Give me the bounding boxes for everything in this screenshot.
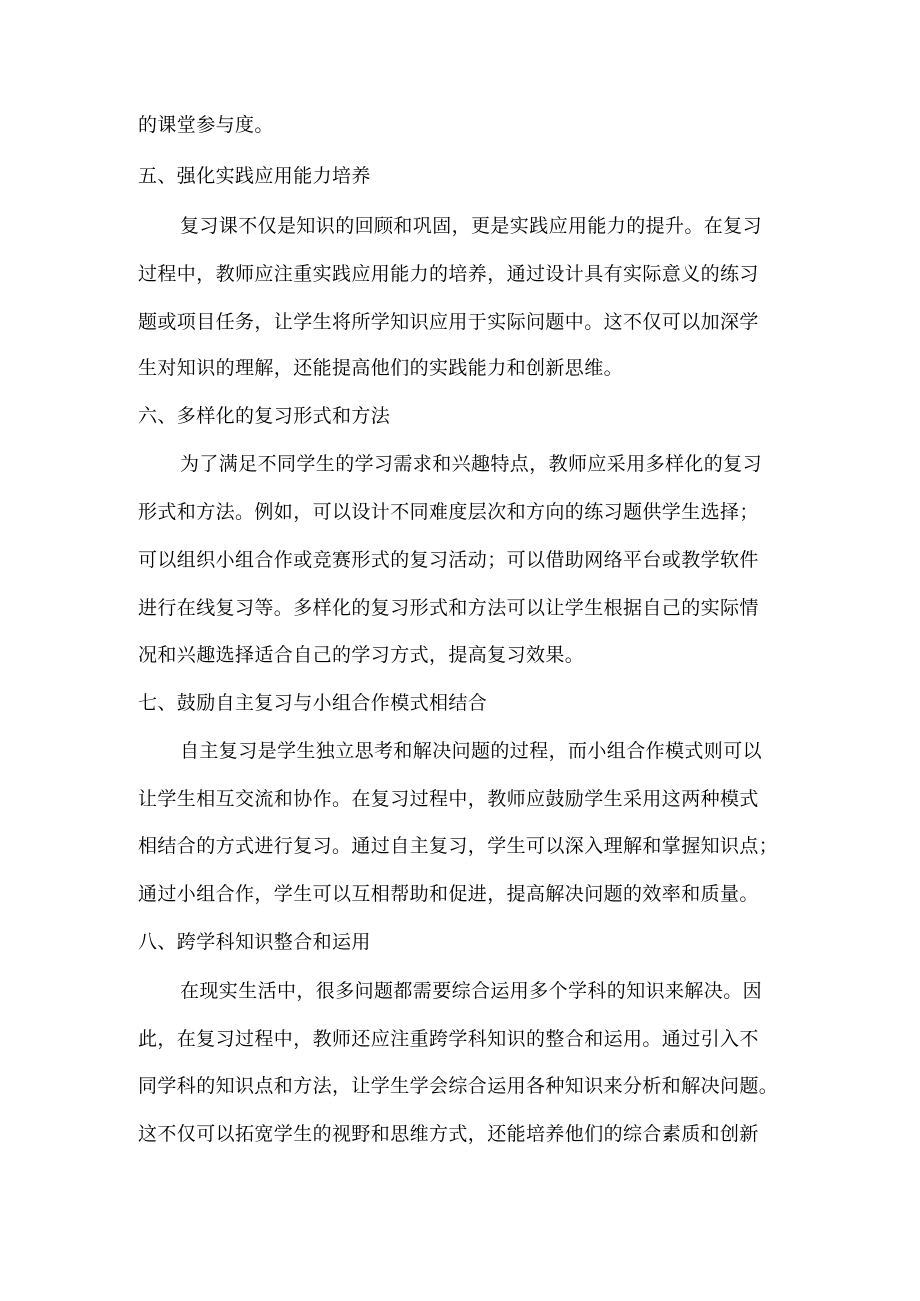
section-6-line: 进行在线复习等。多样化的复习形式和方法可以让学生根据自己的实际情 [138,597,759,619]
section-8-line: 在现实生活中，很多问题都需要综合运用多个学科的知识来解决。因 [180,980,763,1002]
section-7-heading: 七、鼓励自主复习与小组合作模式相结合 [138,692,488,714]
section-6-line: 形式和方法。例如，可以设计不同难度层次和方向的练习题供学生选择； [138,501,759,523]
section-6-line: 可以组织小组合作或竞赛形式的复习活动；可以借助网络平台或教学软件 [138,549,759,571]
section-5-line: 复习课不仅是知识的回顾和巩固，更是实践应用能力的提升。在复习 [180,215,763,237]
section-8-line: 同学科的知识点和方法，让学生学会综合运用各种知识来分析和解决问题。 [138,1075,779,1097]
section-8-line: 此，在复习过程中，教师还应注重跨学科知识的整合和运用。通过引入不 [138,1028,759,1050]
section-8-line: 这不仅可以拓宽学生的视野和思维方式，还能培养他们的综合素质和创新 [138,1123,759,1145]
section-8-heading: 八、跨学科知识整合和运用 [138,931,371,953]
section-7-line: 相结合的方式进行复习。通过自主复习，学生可以深入理解和掌握知识点； [138,835,779,857]
continuation-text: 的课堂参与度。 [138,114,274,136]
section-7-line: 通过小组合作，学生可以互相帮助和促进，提高解决问题的效率和质量。 [138,883,759,905]
section-5-line: 过程中，教师应注重实践应用能力的培养，通过设计具有实际意义的练习 [138,263,759,285]
section-5-line: 生对知识的理解，还能提高他们的实践能力和创新思维。 [138,357,624,379]
section-7-line: 让学生相互交流和协作。在复习过程中，教师应鼓励学生采用这两种模式 [138,788,759,810]
section-7-line: 自主复习是学生独立思考和解决问题的过程，而小组合作模式则可以 [180,740,763,762]
section-6-heading: 六、多样化的复习形式和方法 [138,405,391,427]
section-5-line: 题或项目任务，让学生将所学知识应用于实际问题中。这不仅可以加深学 [138,311,759,333]
section-6-line: 为了满足不同学生的学习需求和兴趣特点，教师应采用多样化的复习 [180,453,763,475]
section-6-line: 况和兴趣选择适合自己的学习方式，提高复习效果。 [138,644,585,666]
section-5-heading: 五、强化实践应用能力培养 [138,165,371,187]
